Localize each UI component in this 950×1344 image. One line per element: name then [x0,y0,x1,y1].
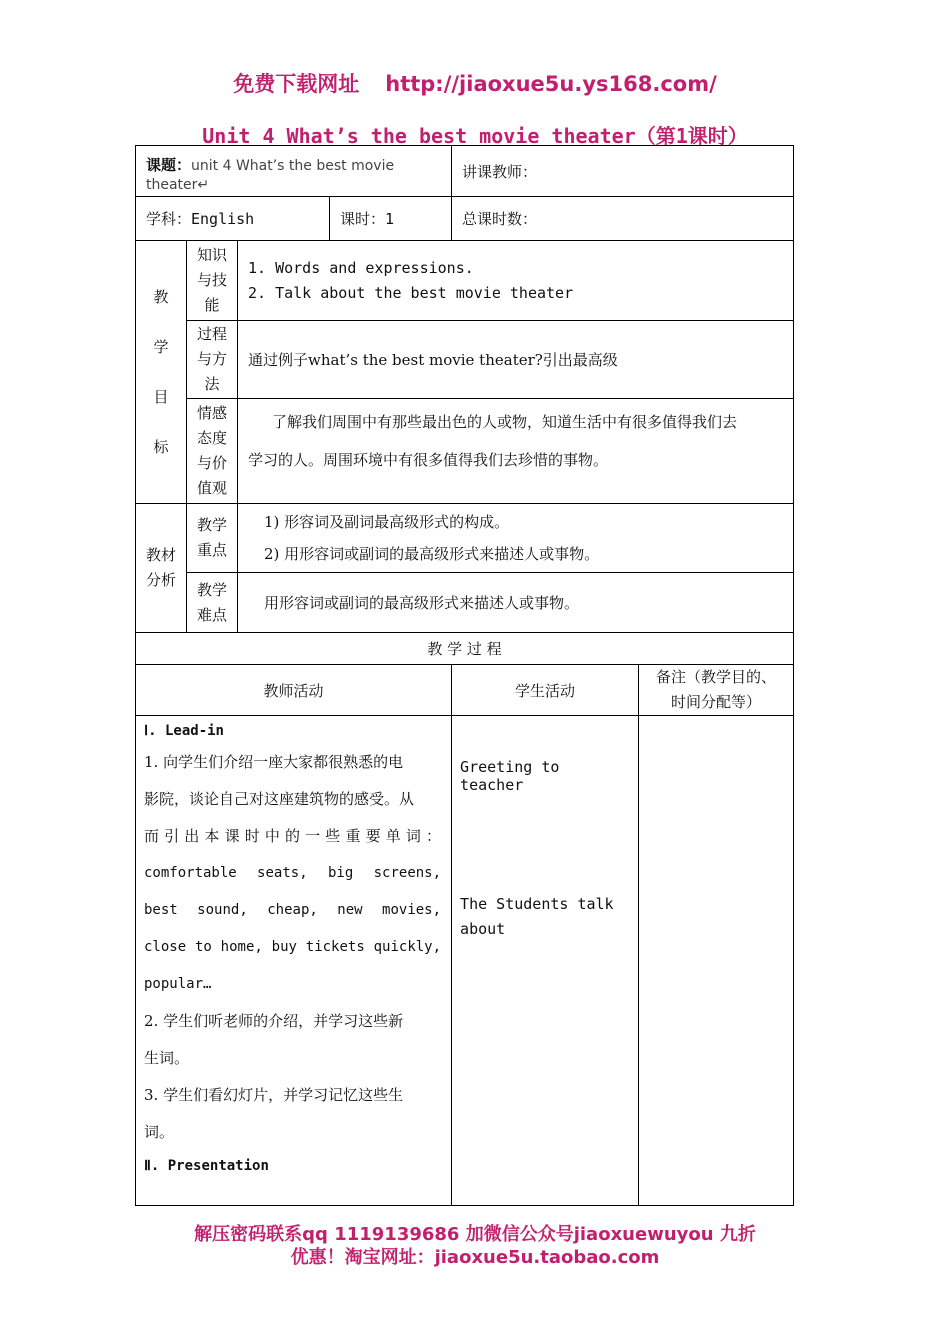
teacher-cell [452,146,794,197]
notes-header: 备注（教学目的、 时间分配等） [639,665,794,716]
emotion-row [136,399,794,504]
knowledge-row [136,241,794,321]
footer-shop: 优惠！淘宝网址：jiaoxue5u.taobao.com [290,1247,660,1268]
student-line: The Students talk [460,895,614,913]
emotion-content [238,399,794,504]
difficulty-label: 教学 难点 [187,573,238,633]
teacher-line: best sound, cheap, new movies, [144,902,442,918]
student-line: about [460,920,506,938]
teacher-line: close to home, buy tickets quickly, [144,939,442,955]
difficulty-row [136,573,794,633]
section-heading: Ⅰ. Lead-in [144,723,224,739]
analysis-label: 教材 分析 [136,504,187,633]
student-line: Greeting to teacher [460,758,560,794]
teacher-line: comfortable seats, big screens, [144,865,442,881]
process-method-text: 通过例子what’s the best movie theater?引出最高级 [248,351,618,369]
lesson-plan-table [135,145,794,1206]
focus-content [238,504,794,573]
student-activity-cell [452,716,639,1206]
topic-cell [136,146,452,197]
teacher-line: popular… [144,976,212,992]
hours-label: 课时：1 [340,210,395,228]
knowledge-item: 1. Words and expressions. [248,258,474,277]
process-method-label: 过程 与方 法 [187,321,238,399]
top-banner [0,68,950,98]
banner-url[interactable]: http://jiaoxue5u.ys168.com/ [385,72,717,96]
process-columns-row [136,665,794,716]
teacher-label: 讲课教师： [462,162,538,181]
objectives-label: 教 学 目 标 [136,241,187,504]
subject-row [136,197,794,241]
subject-label: 学科：English [146,210,255,228]
focus-label: 教学 重点 [187,504,238,573]
teacher-line: 2. 学生们听老师的介绍，并学习这些新 [144,1012,404,1030]
document-title: Unit 4 What’s the best movie theater（第1课时） [202,124,748,148]
student-activity-header: 学生活动 [452,665,639,716]
teacher-activity-cell [136,716,452,1206]
teacher-line: 词。 [144,1123,175,1141]
section-heading: Ⅱ. Presentation [144,1158,269,1174]
notes-cell [639,716,794,1206]
teacher-activity-header: 教师活动 [136,665,452,716]
emotion-line: 学习的人。周围环境中有很多值得我们去珍惜的事物。 [248,451,609,469]
topic-value: unit 4 What’s the best movie theater↵ [146,158,395,193]
teacher-line: 而引出本课时中的一些重要单词： [144,827,442,845]
focus-item: 2) 用形容词或副词的最高级形式来描述人或事物。 [264,545,600,563]
focus-item: 1) 形容词及副词最高级形式的构成。 [264,513,510,531]
focus-row [136,504,794,573]
subject-cell [136,197,330,241]
process-heading: 教 学 过 程 [136,633,794,665]
difficulty-content [238,573,794,633]
process-method-row [136,321,794,399]
banner-label: 免费下载网址 [233,72,360,96]
footer-contact: 解压密码联系qq 1119139686 加微信公众号jiaoxuewuyou 九折 [194,1224,756,1245]
knowledge-label: 知识 与技 能 [187,241,238,321]
teacher-line: 影院，谈论自己对这座建筑物的感受。从 [144,790,415,808]
process-heading-row [136,633,794,665]
process-body-row [136,716,794,1206]
emotion-label: 情感 态度 与价 值观 [187,399,238,504]
total-hours-label: 总课时数： [462,210,538,228]
knowledge-item: 2. Talk about the best movie theater [248,283,574,302]
total-hours-cell [452,197,794,241]
emotion-line: 了解我们周围中有那些最出色的人或物，知道生活中有很多值得我们去 [272,413,738,431]
teacher-line: 生词。 [144,1049,190,1067]
hours-cell [330,197,452,241]
process-method-content [238,321,794,399]
teacher-line: 3. 学生们看幻灯片，并学习记忆这些生 [144,1086,404,1104]
topic-label: 课题： [146,156,192,174]
difficulty-text: 用形容词或副词的最高级形式来描述人或事物。 [264,594,580,612]
teacher-line: 1. 向学生们介绍一座大家都很熟悉的电 [144,753,404,771]
topic-row [136,146,794,197]
knowledge-content [238,241,794,321]
